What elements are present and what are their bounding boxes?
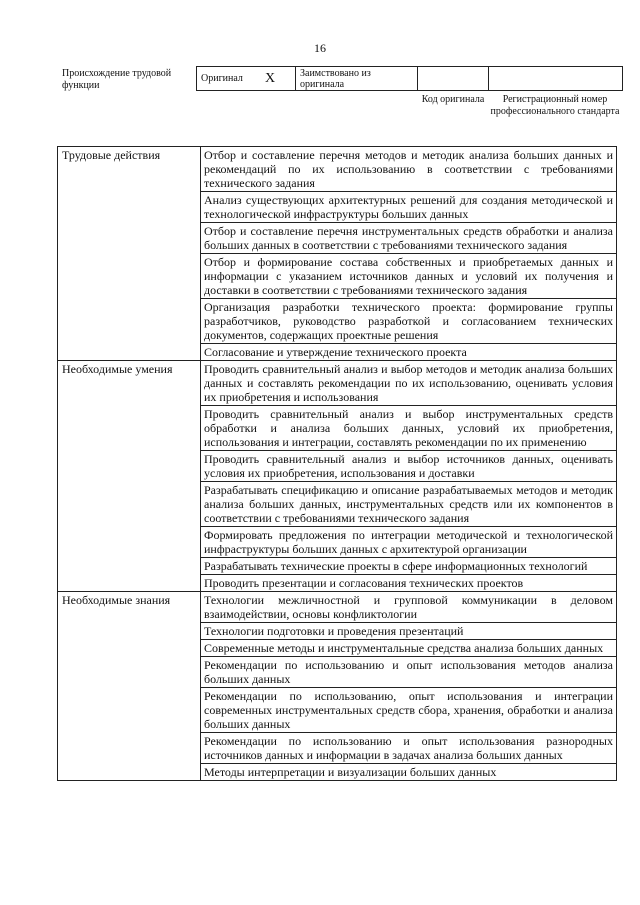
page-number: 16: [314, 41, 326, 55]
section-item: Разрабатывать технические проекты в сфере информационных технологий: [201, 558, 617, 575]
origin-original-label: Оригинал: [201, 73, 243, 84]
section-item: Анализ существующих архитектурных решений для создания методической и технологической инфраструктуры больших данных: [201, 192, 617, 223]
section-item: Проводить сравнительный анализ и выбор методов и методик анализа больших данных и составлять рекомендации по их использованию, оценивать условия их приобретения и использования: [201, 361, 617, 406]
section-item: Технологии подготовки и проведения презентаций: [201, 623, 617, 640]
section-title: Трудовые действия: [58, 147, 201, 361]
origin-code-cell: [418, 67, 489, 91]
origin-label: Происхождение трудовой функции: [62, 68, 172, 91]
section-item: Формировать предложения по интеграции методической и технологической инфраструктуры больших данных с архитектурой организации: [201, 527, 617, 558]
section-item: Отбор и составление перечня инструментальных средств обработки и анализа больших данных в соответствии с требованиями технического задания: [201, 223, 617, 254]
section-item: Рекомендации по использованию, опыт использования и интеграции современных инструментальных средств сбора, хранения, обработки и анализа больших данных: [201, 688, 617, 733]
section-item: Разрабатывать спецификацию и описание разрабатываемых методов и методик анализа больших данных, инструментальных средств или их компонентов в соответствии с требованиями технического задания: [201, 482, 617, 527]
table-row: [58, 147, 617, 192]
origin-original-mark: X: [265, 71, 276, 86]
section-item: Проводить сравнительный анализ и выбор источников данных, оценивать условия их приобретения, использования и доставки: [201, 451, 617, 482]
section-item: Проводить презентации и согласования технических проектов: [201, 575, 617, 592]
section-item: Отбор и формирование состава собственных и приобретаемых данных и информации с указанием источников данных и условий их получения и доставки в соответствии с требованиями технического задания: [201, 254, 617, 299]
code-caption: Код оригинала: [421, 94, 485, 105]
section-item: Проводить сравнительный анализ и выбор инструментальных средств обработки и анализа больших данных, условий их приобретения, использования и интеграции, составлять рекомендации по их применению: [201, 406, 617, 451]
section-item: Рекомендации по использованию и опыт использования методов анализа больших данных: [201, 657, 617, 688]
origin-reg-cell: [489, 67, 623, 91]
reg-number-caption: Регистрационный номер профессионального стандарта: [490, 94, 620, 117]
origin-original-cell: [197, 67, 296, 91]
section-title: Необходимые умения: [58, 361, 201, 592]
origin-table: [196, 66, 623, 91]
section-item: Технологии межличностной и групповой коммуникации в деловом взаимодействии, основы конфликтологии: [201, 592, 617, 623]
table-row: [58, 361, 617, 406]
section-item: Организация разработки технического проекта: формирование группы разработчиков, руководство разработкой и согласованием технических документов, содержащих проектные решения: [201, 299, 617, 344]
section-title: Необходимые знания: [58, 592, 201, 781]
section-item: Согласование и утверждение технического проекта: [201, 344, 617, 361]
labor-function-table: [57, 146, 617, 781]
section-item: Методы интерпретации и визуализации больших данных: [201, 764, 617, 781]
section-item: Современные методы и инструментальные средства анализа больших данных: [201, 640, 617, 657]
section-item: Отбор и составление перечня методов и методик анализа больших данных и рекомендаций по их использованию в соответствии с требованиями технического задания: [201, 147, 617, 192]
origin-borrowed-cell: Заимствовано из оригинала: [296, 67, 418, 91]
table-row: [58, 592, 617, 623]
section-item: Рекомендации по использованию и опыт использования разнородных источников данных и информации в задачах анализа больших данных: [201, 733, 617, 764]
